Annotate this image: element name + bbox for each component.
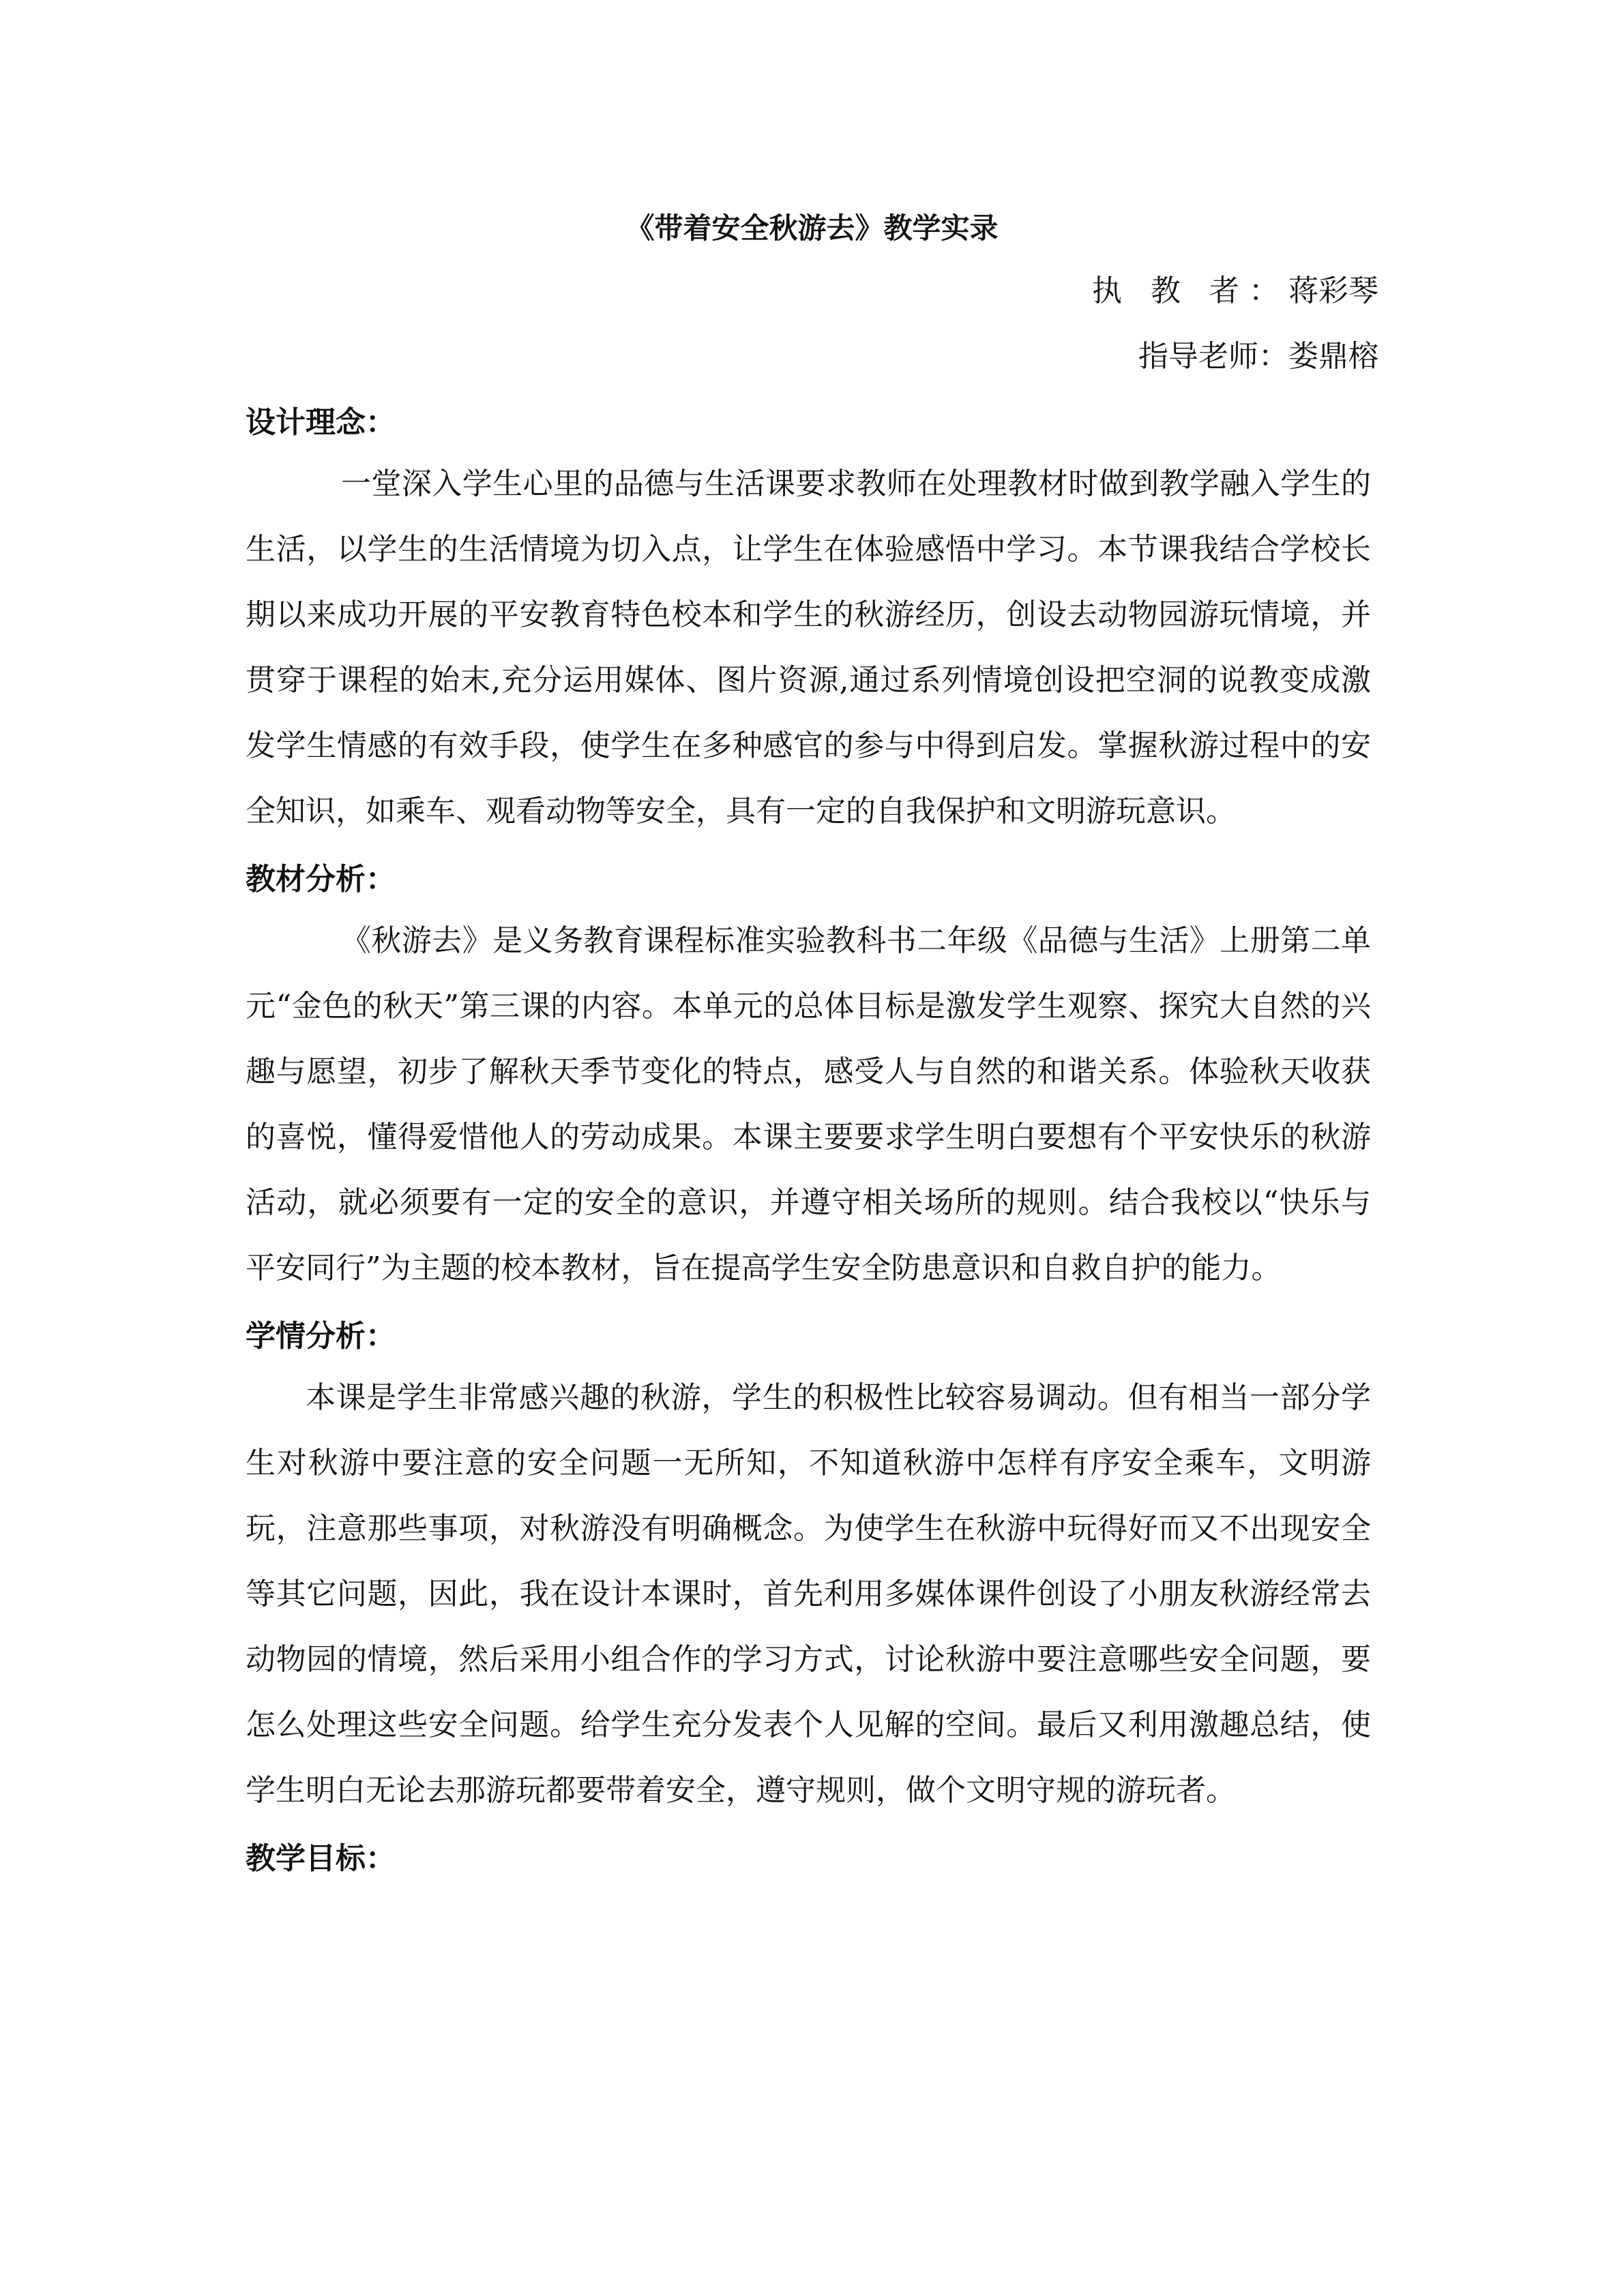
advisor-line (969, 336, 1378, 377)
teacher-name: 蒋彩琴 (1288, 273, 1378, 308)
document-title: 《带着安全秋游去》教学实录 (625, 211, 999, 245)
teacher-line (969, 271, 1378, 312)
section-heading-student-analysis: 学情分析： (246, 1319, 396, 1354)
section-heading-design-concept: 设计理念： (246, 405, 396, 440)
section-paragraph-student-analysis: 本课是学生非常感兴趣的秋游，学生的积极性比较容易调动。但有相当一部分学生对秋游中要注意的安全问题一无所知，不知道秋游中怎样有序安全乘车，文明游玩，注意那些事项，对秋游没有明确概念。为使学生在秋游中玩得好而又不出现安全等其它问题，因此，我在设计本课时，首先利用多媒体课件创设了小朋友秋游经常去动物园的情境，然后采用小组合作的学习方式，讨论秋游中要注意哪些安全问题，要怎么处理这些安全问题。给学生充分发表个人见解的空间。最后又利用激趣总结，使学生明白无论去那游玩都要带着安全，遵守规则，做个文明守规的游玩者。 (246, 1380, 1371, 1808)
advisor-label: 指导老师： (1138, 339, 1288, 374)
section-heading-teaching-objectives: 教学目标： (246, 1841, 396, 1876)
section-spacer (246, 1823, 1371, 1838)
section-paragraph-design-concept: 一堂深入学生心里的品德与生活课要求教师在处理教材时做到教学融入学生的生活，以学生的生活情境为切入点，让学生在体验感悟中学习。本节课我结合学校长期以来成功开展的平安教育特色校本和学生的秋游经历，创设去动物园游玩情境，并贯穿于课程的始末,充分运用媒体、图片资源,通过系列情境创设把空洞的说教变成激发学生情感的有效手段，使学生在多种感官的参与中得到启发。掌握秋游过程中的安全知识，如乘车、观看动物等安全，具有一定的自我保护和文明游玩意识。 (246, 466, 1371, 829)
advisor-name: 娄鼎榕 (1288, 339, 1378, 374)
section-paragraph-textbook-analysis: 《秋游去》是义务教育课程标准实验教科书二年级《品德与生活》上册第二单元“金色的秋天”第三课的内容。本单元的总体目标是激发学生观察、探究大自然的兴趣与愿望，初步了解秋天季节变化的特点，感受人与自然的和谐关系。体验秋天收获的喜悦，懂得爱惜他人的劳动成果。本课主要要求学生明白要想有个平安快乐的秋游活动，就必须要有一定的安全的意识，并遵守相关场所的规则。结合我校以“快乐与平安同行”为主题的校本教材，旨在提高学生安全防患意识和自救自护的能力。 (246, 923, 1371, 1285)
teacher-label: 执 教 者： (1092, 273, 1288, 308)
document-body (246, 402, 1371, 1900)
section-spacer (246, 844, 1371, 859)
section-heading-textbook-analysis: 教材分析： (246, 862, 396, 897)
section-spacer (246, 1301, 1371, 1316)
